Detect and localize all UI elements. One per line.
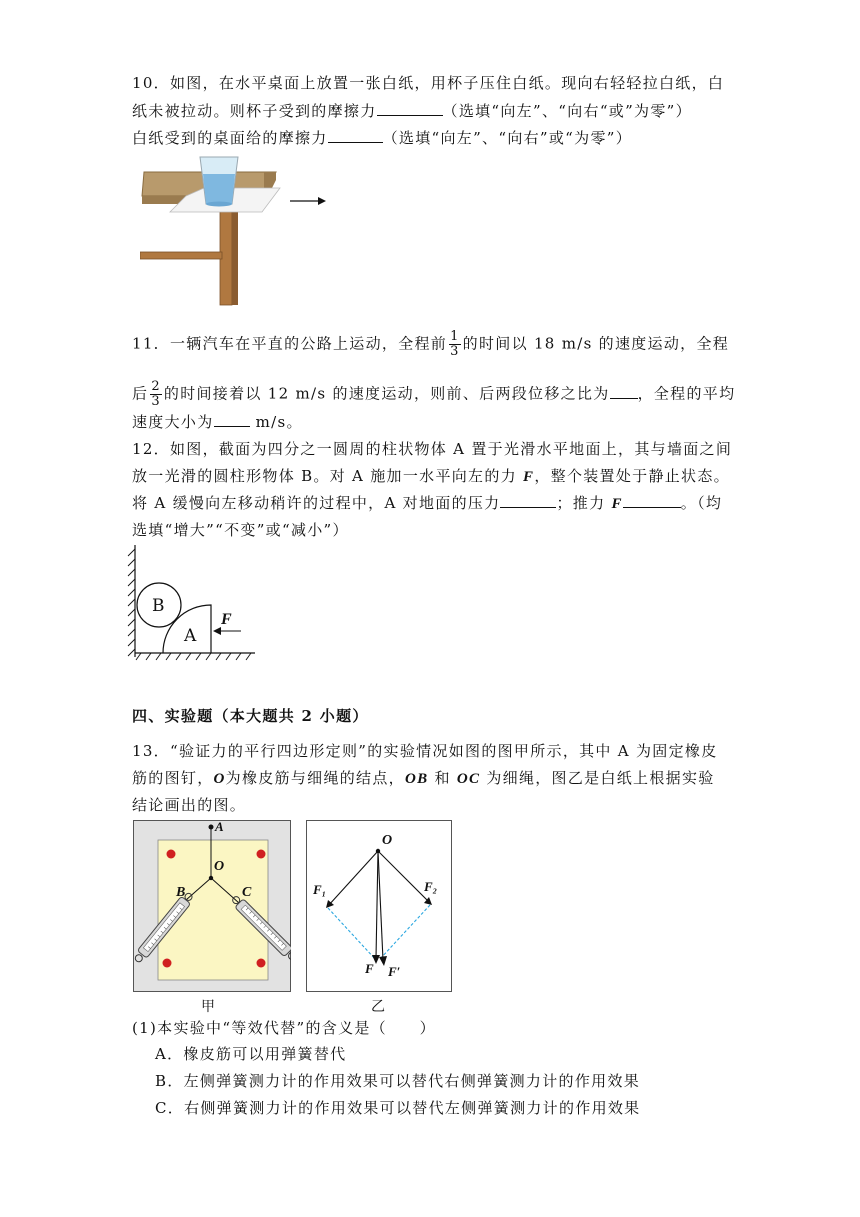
answer-blank[interactable] — [328, 128, 383, 143]
label-b: B — [152, 596, 165, 616]
q12-line-1: 12．如图，截面为四分之一圆周的柱状物体 A 置于光滑水平地面上，其与墙面之间 — [132, 440, 733, 458]
option-c[interactable]: C．右侧弹簧测力计的作用效果可以替代左侧弹簧测力计的作用效果 — [155, 1099, 641, 1117]
answer-blank[interactable] — [214, 412, 250, 427]
option-b[interactable]: B．左侧弹簧测力计的作用效果可以替代右侧弹簧测力计的作用效果 — [155, 1072, 641, 1090]
q13-line-3: 结论画出的图。 — [132, 796, 247, 814]
label-f: F — [221, 611, 232, 628]
option-a[interactable]: A．橡皮筋可以用弹簧替代 — [155, 1045, 347, 1063]
q13-figure-right-parallelogram — [306, 820, 452, 992]
q12-figure-quarter-cylinder — [125, 545, 260, 665]
label-o-origin: O — [382, 833, 393, 848]
answer-blank[interactable] — [610, 384, 638, 399]
q11-line-2: 后 $\frac{2}{3}$ 的时间接着以 12 m/s 的速度运动，则前、后两段位移之比为 ，全程的平均 — [132, 379, 736, 409]
label-a: A — [184, 626, 197, 646]
q12-line-4: 选填“增大”“不变”或“减小”） — [132, 521, 349, 539]
label-c-rope: C — [242, 885, 252, 900]
label-f1: F₁ — [313, 882, 327, 897]
section-heading: 四、实验题（本大题共 2 小题） — [132, 707, 369, 725]
q10-line-1: 10．如图，在水平桌面上放置一张白纸，用杯子压住白纸。现向右轻轻拉白纸，白 — [132, 74, 725, 92]
q12-line-3: 将 A 缓慢向左移动稍许的过程中，A 对地面的压力 ；推力 F 。（均 — [132, 494, 723, 512]
fraction-one-third: $\frac{1}{3}$ — [450, 329, 460, 359]
answer-blank[interactable] — [500, 493, 556, 508]
q13-line-2: 筋的图钉，O为橡皮筋与细绳的结点，OB 和 OC 为细绳，图乙是白纸上根据实验 — [132, 769, 715, 787]
q11-line-1: 11．一辆汽车在平直的公路上运动，全程前 $\frac{1}{3}$ 的时间以 18 m/s 的速度运动，全程 — [132, 329, 730, 359]
q10-line-2: 纸未被拉动。则杯子受到的摩擦力 （选填“向左”、“向右“或”为零”） — [132, 102, 692, 120]
fraction-two-thirds: $\frac{2}{3}$ — [151, 379, 161, 409]
q13-sub-question-1: (1)本实验中“等效代替”的含义是（ ） — [132, 1019, 436, 1037]
caption-yi: 乙 — [371, 999, 385, 1015]
caption-jia: 甲 — [201, 999, 215, 1015]
answer-blank[interactable] — [377, 101, 443, 116]
label-f: F — [365, 961, 374, 976]
q10-figure-table-cup — [140, 152, 340, 307]
q13-figure-left-board — [133, 820, 291, 992]
q11-line-3: 速度大小为 m/s。 — [132, 413, 303, 431]
label-o-knot: O — [214, 859, 225, 874]
label-f-prime: F′ — [388, 964, 401, 979]
q12-line-2: 放一光滑的圆柱形物体 B。对 A 施加一水平向左的力 F，整个装置处于静止状态。 — [132, 467, 730, 485]
q10-line-3: 白纸受到的桌面给的摩擦力 （选填“向左”、“向右”或“为零”） — [132, 129, 633, 147]
q13-line-1: 13．“验证力的平行四边形定则”的实验情况如图的图甲所示，其中 A 为固定橡皮 — [132, 742, 718, 760]
label-b-rope: B — [176, 885, 186, 900]
label-a-pin: A — [215, 819, 224, 834]
answer-blank[interactable] — [623, 493, 681, 508]
label-f2: F₂ — [424, 879, 438, 894]
